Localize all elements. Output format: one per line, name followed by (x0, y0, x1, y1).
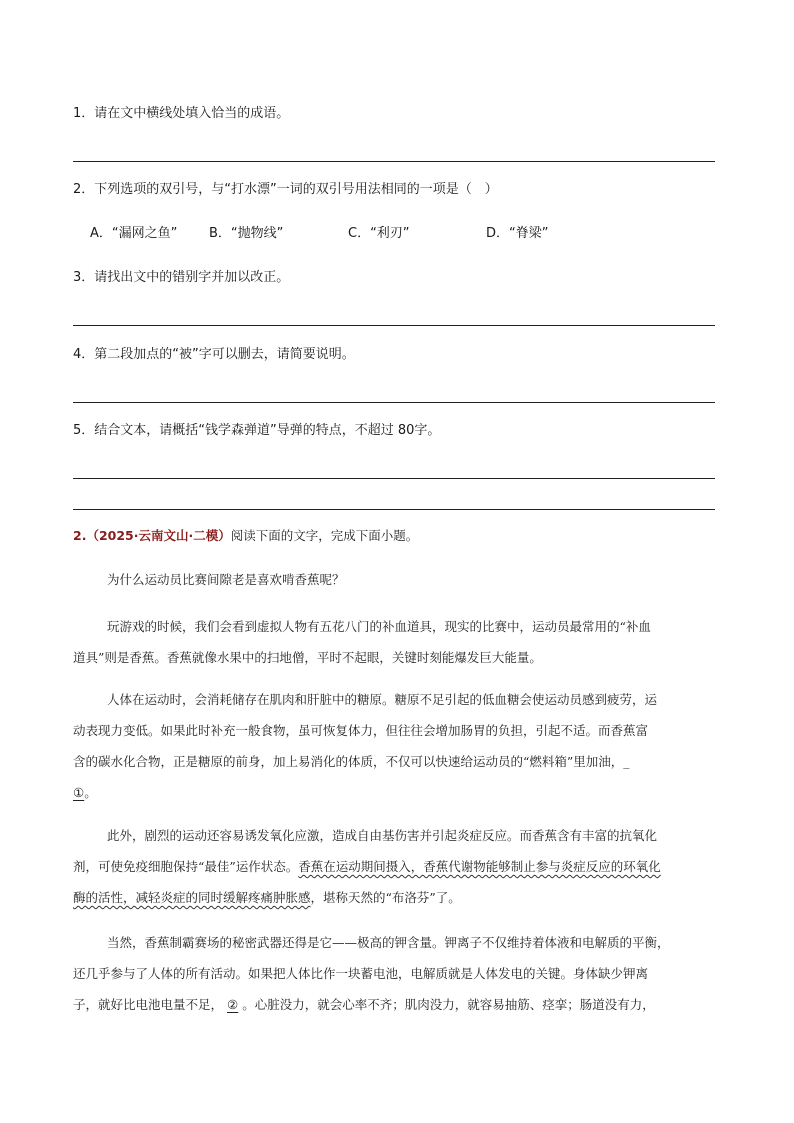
question-5: 5．结合文本，请概括“钱学森弹道”导弹的特点，不超过 80字。 (73, 423, 441, 438)
paragraph-4-line: 当然，香蕉制霸赛场的秘密武器还得是它——极高的钾含量。钾离子不仅维持着体液和电解质的平衡， (107, 935, 670, 950)
option-c: C．“利刃” (348, 226, 410, 241)
article-title: 为什么运动员比赛间隙老是喜欢啃香蕉呢？ (107, 572, 345, 587)
paragraph-3-line (73, 857, 661, 875)
paragraph-2-line (73, 783, 97, 801)
paragraph-1-line: 玩游戏的时候，我们会看到虚拟人物有五花八门的补血道具，现实的比赛中，运动员最常用的“补血 (107, 619, 651, 634)
question-4: 4．第二段加点的“被”字可以删去，请简要说明。 (73, 347, 355, 362)
instruction: 阅读下面的文字，完成下面小题。 (230, 528, 419, 543)
question-1: 1．请在文中横线处填入恰当的成语。 (73, 106, 290, 121)
paragraph-3-text: 剂，可使免疫细胞保持“最佳”运作状态。 (73, 859, 299, 874)
section-2-header (73, 526, 418, 544)
question-2: 2．下列选项的双引号，与“打水漂”一词的双引号用法相同的一项是（ ） (73, 182, 498, 197)
marked-sentence: 酶的活性，减轻炎症的同时缓解疼痛肿胀感 (73, 890, 311, 905)
answer-line (73, 402, 715, 403)
paragraph-2-line: 含的碳水化合物，正是糖原的前身，加上易消化的体质，不仅可以快速给运动员的“燃料箱”里加油，_ (73, 754, 630, 769)
answer-line (73, 478, 715, 479)
option-d: D．“脊梁” (486, 226, 549, 241)
answer-line (73, 161, 715, 162)
paragraph-4-line: 还几乎参与了人体的所有活动。如果把人体比作一块蓄电池，电解质就是人体发电的关键。身体缺少钾离 (73, 966, 649, 981)
paragraph-3-text: ，堪称天然的“布洛芬”了。 (310, 890, 461, 905)
question-3: 3．请找出文中的错别字并加以改正。 (73, 270, 290, 285)
paragraph-3-line: 此外，剧烈的运动还容易诱发氧化应激，造成自由基伤害并引起炎症反应。而香蕉含有丰富的抗氧化 (107, 828, 658, 843)
answer-line (73, 509, 715, 510)
marked-sentence: 香蕉在运动期间摄入，香蕉代谢物能够制止参与炎症反应的环氧化 (298, 859, 661, 874)
blank-1: ① (73, 785, 85, 800)
section-number: 2. (73, 528, 87, 543)
answer-line (73, 325, 715, 326)
source-tag: （2025·云南文山·二模） (86, 528, 231, 543)
blank-2: ② (227, 997, 239, 1012)
paragraph-2-line: 动表现力变低。如果此时补充一般食物，虽可恢复体力，但往往会增加肠胃的负担，引起不适。而香蕉富 (73, 723, 649, 738)
paragraph-4-text: 子，就好比电池电量不足， (73, 997, 224, 1012)
paragraph-3-line (73, 888, 461, 906)
paragraph-4-text: 。心脏没力，就会心率不齐；肌肉没力，就容易抽筋、痉挛；肠道没有力， (242, 997, 655, 1012)
paragraph-1-line: 道具”则是香蕉。香蕉就像水果中的扫地僧，平时不起眼，关键时刻能爆发巨大能量。 (73, 650, 542, 665)
paragraph-2-line: 人体在运动时，会消耗储存在肌肉和肝脏中的糖原。糖原不足引起的低血糖会使运动员感到疲劳，运 (107, 692, 658, 707)
paragraph-2-end: 。 (84, 785, 97, 800)
option-a: A．“漏网之鱼” (90, 226, 178, 241)
paragraph-4-line (73, 995, 655, 1013)
option-b: B．“抛物线” (209, 226, 284, 241)
